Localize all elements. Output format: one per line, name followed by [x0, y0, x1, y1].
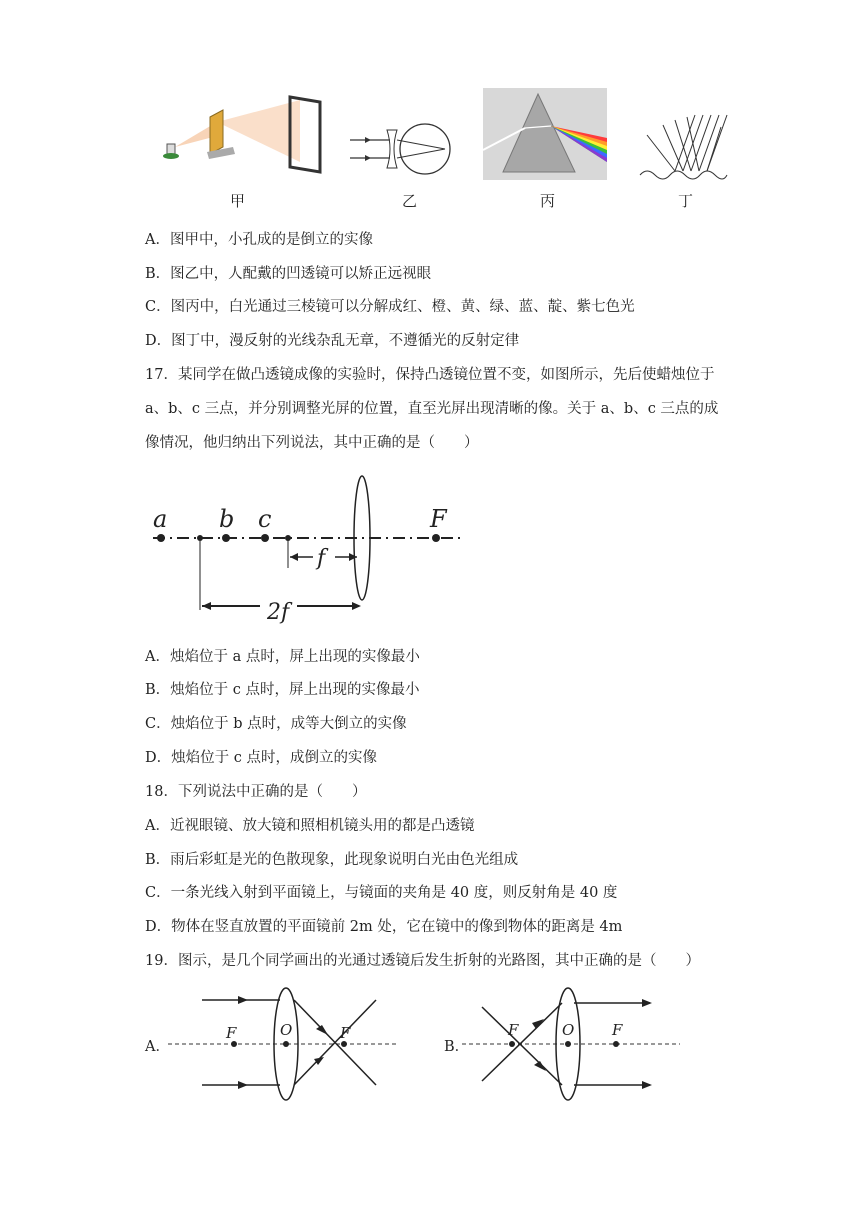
q18-option-a: A．近视眼镜、放大镜和照相机镜头用的都是凸透镜 [145, 818, 475, 834]
q17-stem: 17．某同学在做凸透镜成像的实验时，保持凸透镜位置不变，如图所示，先后使蜡烛位于 a、b、c 三点，并分别调整光屏的位置，直至光屏出现清晰的像。关于 a、b、c 三点的成像情况，他归纳出下列说法，其中正确的是（ ） [145, 367, 719, 451]
q16-option-c: C．图丙中，白光通过三棱镜可以分解成红、橙、黄、绿、蓝、靛、紫七色光 [145, 299, 635, 315]
caption-ding: 丁 [678, 192, 694, 210]
q19-figure-b [462, 985, 682, 1105]
eye-lens-figure [345, 120, 460, 180]
q17-lens-figure [145, 475, 475, 630]
q19a-label-o: O [280, 1021, 293, 1039]
caption-yi: 乙 [402, 192, 418, 210]
q19b-label-f-right: F [612, 1021, 623, 1039]
q19b-label-f-left: F [508, 1021, 519, 1039]
q18-stem: 18．下列说法中正确的是（ ） [145, 784, 367, 800]
q17-option-d: D．烛焰位于 c 点时，成倒立的实像 [145, 750, 377, 766]
q17-option-a: A．烛焰位于 a 点时，屏上出现的实像最小 [145, 649, 420, 665]
q19a-label-f-left: F [226, 1024, 237, 1042]
q19b-label-o: O [562, 1021, 575, 1039]
q16-option-b: B．图乙中，人配戴的凹透镜可以矫正远视眼 [145, 266, 432, 282]
label-focal-point: F [430, 505, 447, 533]
q17-option-b: B．烛焰位于 c 点时，屏上出现的实像最小 [145, 682, 420, 698]
label-c: c [258, 505, 272, 533]
q19-figure-a [168, 985, 398, 1105]
caption-bing: 丙 [540, 192, 556, 210]
label-b: b [219, 505, 235, 533]
q16-option-a: A．图甲中，小孔成的是倒立的实像 [145, 232, 373, 248]
label-f: f [317, 546, 326, 571]
caption-jia: 甲 [230, 192, 246, 210]
q19-option-a-label: A． [145, 1039, 170, 1055]
prism-figure [483, 88, 607, 180]
q19-option-b-label: B． [444, 1039, 470, 1055]
q18-option-c: C．一条光线入射到平面镜上，与镜面的夹角是 40 度，则反射角是 40 度 [145, 885, 618, 901]
q17-option-c: C．烛焰位于 b 点时，成等大倒立的实像 [145, 716, 407, 732]
diffuse-reflection-figure [635, 105, 730, 180]
pinhole-camera-figure [155, 92, 325, 182]
label-2f: 2f [267, 600, 290, 625]
q18-option-d: D．物体在竖直放置的平面镜前 2m 处，它在镜中的像到物体的距离是 4m [145, 919, 623, 935]
q19-stem: 19．图示，是几个同学画出的光通过透镜后发生折射的光路图，其中正确的是（ ） [145, 953, 700, 969]
q19a-label-f-right: F [340, 1024, 351, 1042]
q16-option-d: D．图丁中，漫反射的光线杂乱无章，不遵循光的反射定律 [145, 333, 520, 349]
label-a: a [153, 505, 168, 533]
q18-option-b: B．雨后彩虹是光的色散现象，此现象说明白光由色光组成 [145, 852, 519, 868]
